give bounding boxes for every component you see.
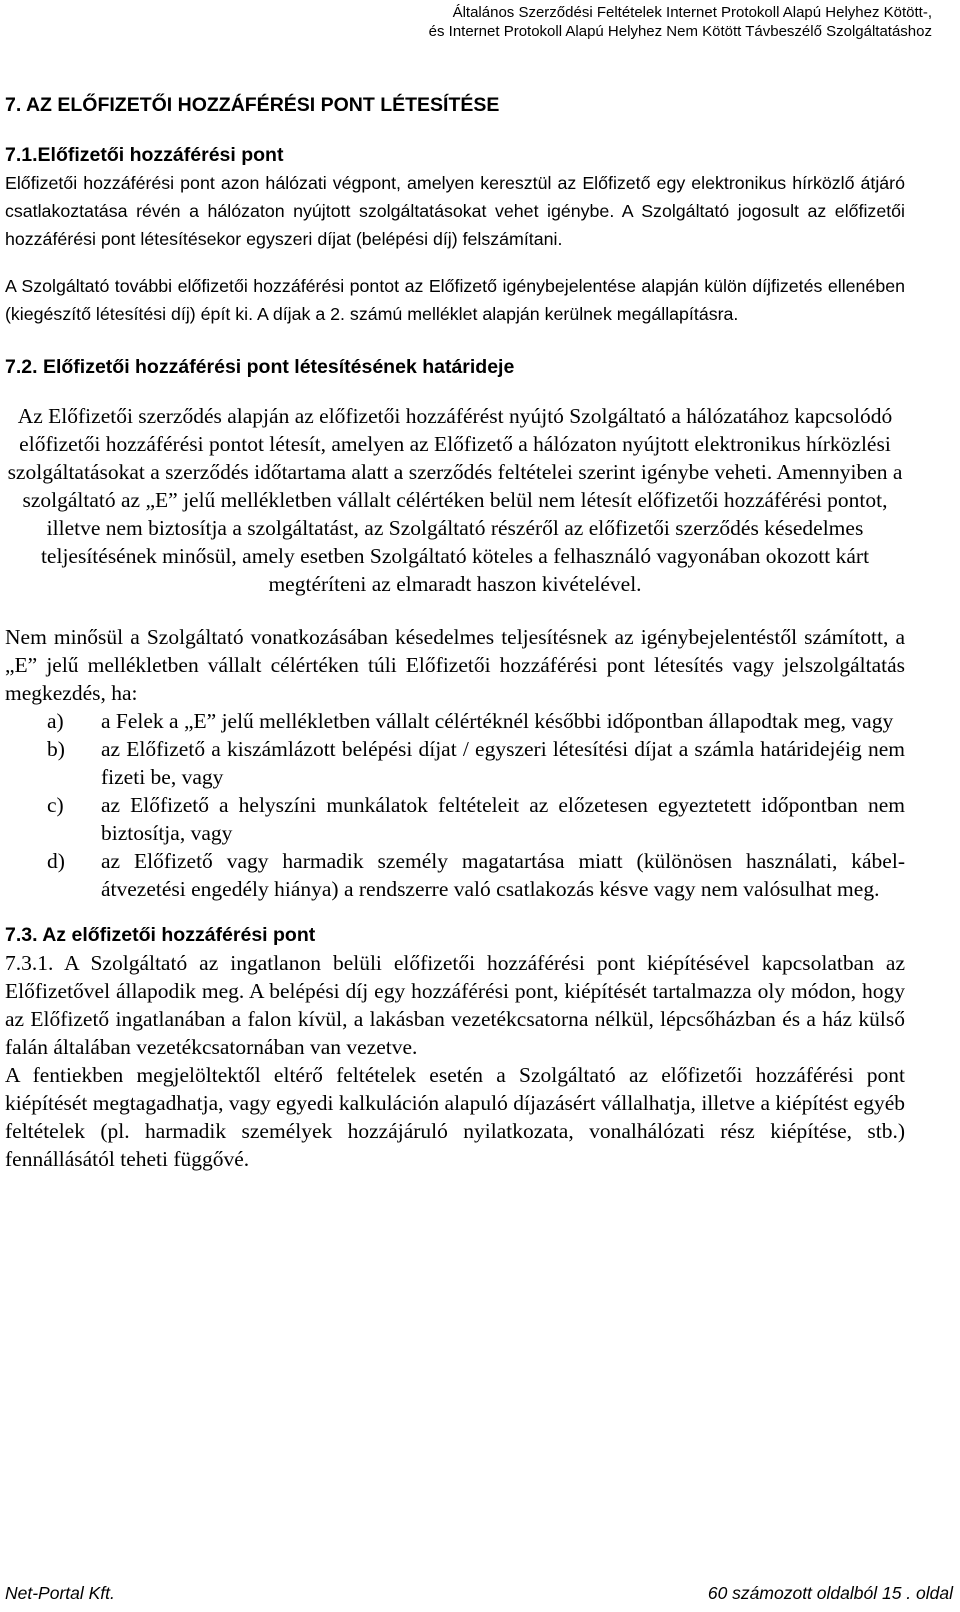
section-7-1-paragraph-2: A Szolgáltató további előfizetői hozzáférési pontot az Előfizető igénybejelentése alapján külön díjfizetés ellenében (kiegészítő létesítési díj) épít ki. A díjak a 2. számú melléklet alapján kerülnek megállapításra. [5, 276, 905, 324]
section-7-2-paragraph-1: Az Előfizetői szerződés alapján az előfizetői hozzáférést nyújtó Szolgáltató a hálózatához kapcsolódó előfizetői hozzáférési pontot létesít, amelyen az Előfizető a hálózaton nyújtott elektronikus hírközlési szolgáltatásokat a szerződés időtartama alatt a szerződés feltételei szerint igénybe veheti. Amennyiben a szolgáltató az „E” jelű mellékletben vállalt célértéken belül nem létesít előfizetői hozzáférési pontot, illetve nem biztosítja a szolgáltatást, az Szolgáltató részéről az előfizetői szerződés késedelmes teljesítésének minősül, amely esetben Szolgáltató köteles a felhasználó vagyonában okozott kárt megtéríteni az elmaradt haszon kivételével. [7, 404, 903, 596]
list-item-text: az Előfizető vagy harmadik személy magatartása miatt (különösen használati, kábel-átvezetési engedély hiánya) a rendszerre való csatlakozás késve vagy nem valósulhat meg. [101, 849, 905, 901]
document-body [5, 93, 905, 1173]
page-header [429, 3, 932, 41]
section-7-1-paragraph-1: Előfizetői hozzáférési pont azon hálózati végpont, amelyen keresztül az Előfizető egy elektronikus hírközlő átjáró csatlakoztatása révén a hálózaton nyújtott szolgáltatásokat vehet igénybe. A Szolgáltató jogosult az előfizetői hozzáférési pont létesítésekor egyszeri díjat (belépési díj) felszámítani. [5, 173, 905, 249]
list-item-text: az Előfizető a helyszíni munkálatok feltételeit az előzetesen egyeztetett időpontban nem biztosítja, vagy [101, 793, 905, 845]
list-item-label: a) [47, 709, 64, 733]
condition-list [5, 707, 905, 903]
list-item-label: c) [47, 793, 64, 817]
list-item-text: a Felek a „E” jelű mellékletben vállalt célértéknél későbbi időpontban állapodtak meg, vagy [101, 709, 894, 733]
section-7-1-heading: 7.1.Előfizetői hozzáférési pont [5, 144, 284, 166]
section-7-2-paragraph-2: Nem minősül a Szolgáltató vonatkozásában késedelmes teljesítésnek az igénybejelentéstől számított, a „E” jelű mellékletben vállalt célértéken túli Előfizetői hozzáférési pont létesítés vagy jelszolgáltatás megkezdés, ha: [5, 625, 905, 705]
list-item [5, 707, 905, 735]
list-item [5, 735, 905, 791]
list-item-label: d) [47, 849, 65, 873]
section-7-3-paragraph-1: 7.3.1. A Szolgáltató az ingatlanon belüli előfizetői hozzáférési pont kiépítésével kapcsolatban az Előfizetővel állapodik meg. A belépési díj egy hozzáférési pont, kiépítését tartalmazza oly módon, hogy az Előfizető ingatlanában a falon kívül, a lakásban vezetékcsatorna nélkül, lépcsőházban és a ház külső falán általában vezetékcsatornában van vezetve. [5, 951, 905, 1059]
list-item [5, 847, 905, 903]
header-line-2: és Internet Protokoll Alapú Helyhez Nem Kötött Távbeszélő Szolgáltatáshoz [428, 23, 932, 40]
list-item [5, 791, 905, 847]
header-line-1: Általános Szerződési Feltételek Internet Protokoll Alapú Helyhez Kötött-, [452, 4, 932, 21]
footer-company: Net-Portal Kft. [5, 1583, 115, 1603]
section-7-2-heading: 7.2. Előfizetői hozzáférési pont létesítésének határideje [5, 356, 515, 378]
section-7-3-heading: 7.3. Az előfizetői hozzáférési pont [5, 924, 316, 946]
list-item-text: az Előfizető a kiszámlázott belépési díjat / egyszeri létesítési díjat a számla határidejéig nem fizeti be, vagy [101, 737, 905, 789]
section-7-heading: 7. AZ ELŐFIZETŐI HOZZÁFÉRÉSI PONT LÉTESÍTÉSE [5, 94, 500, 116]
footer-page-number: 60 számozott oldalból 15 . oldal [707, 1583, 953, 1603]
section-7-3-paragraph-2: A fentiekben megjelöltektől eltérő feltételek esetén a Szolgáltató az előfizetői hozzáférési pont kiépítését megtagadhatja, vagy egyedi kalkuláción alapuló díjazásért vállalhatja, illetve a kiépítést egyéb feltételek (pl. harmadik személyek hozzájáruló nyilatkozata, vonalhálózati rész kiépítése, stb.) fennállásától teheti függővé. [5, 1063, 905, 1171]
list-item-label: b) [47, 737, 65, 761]
